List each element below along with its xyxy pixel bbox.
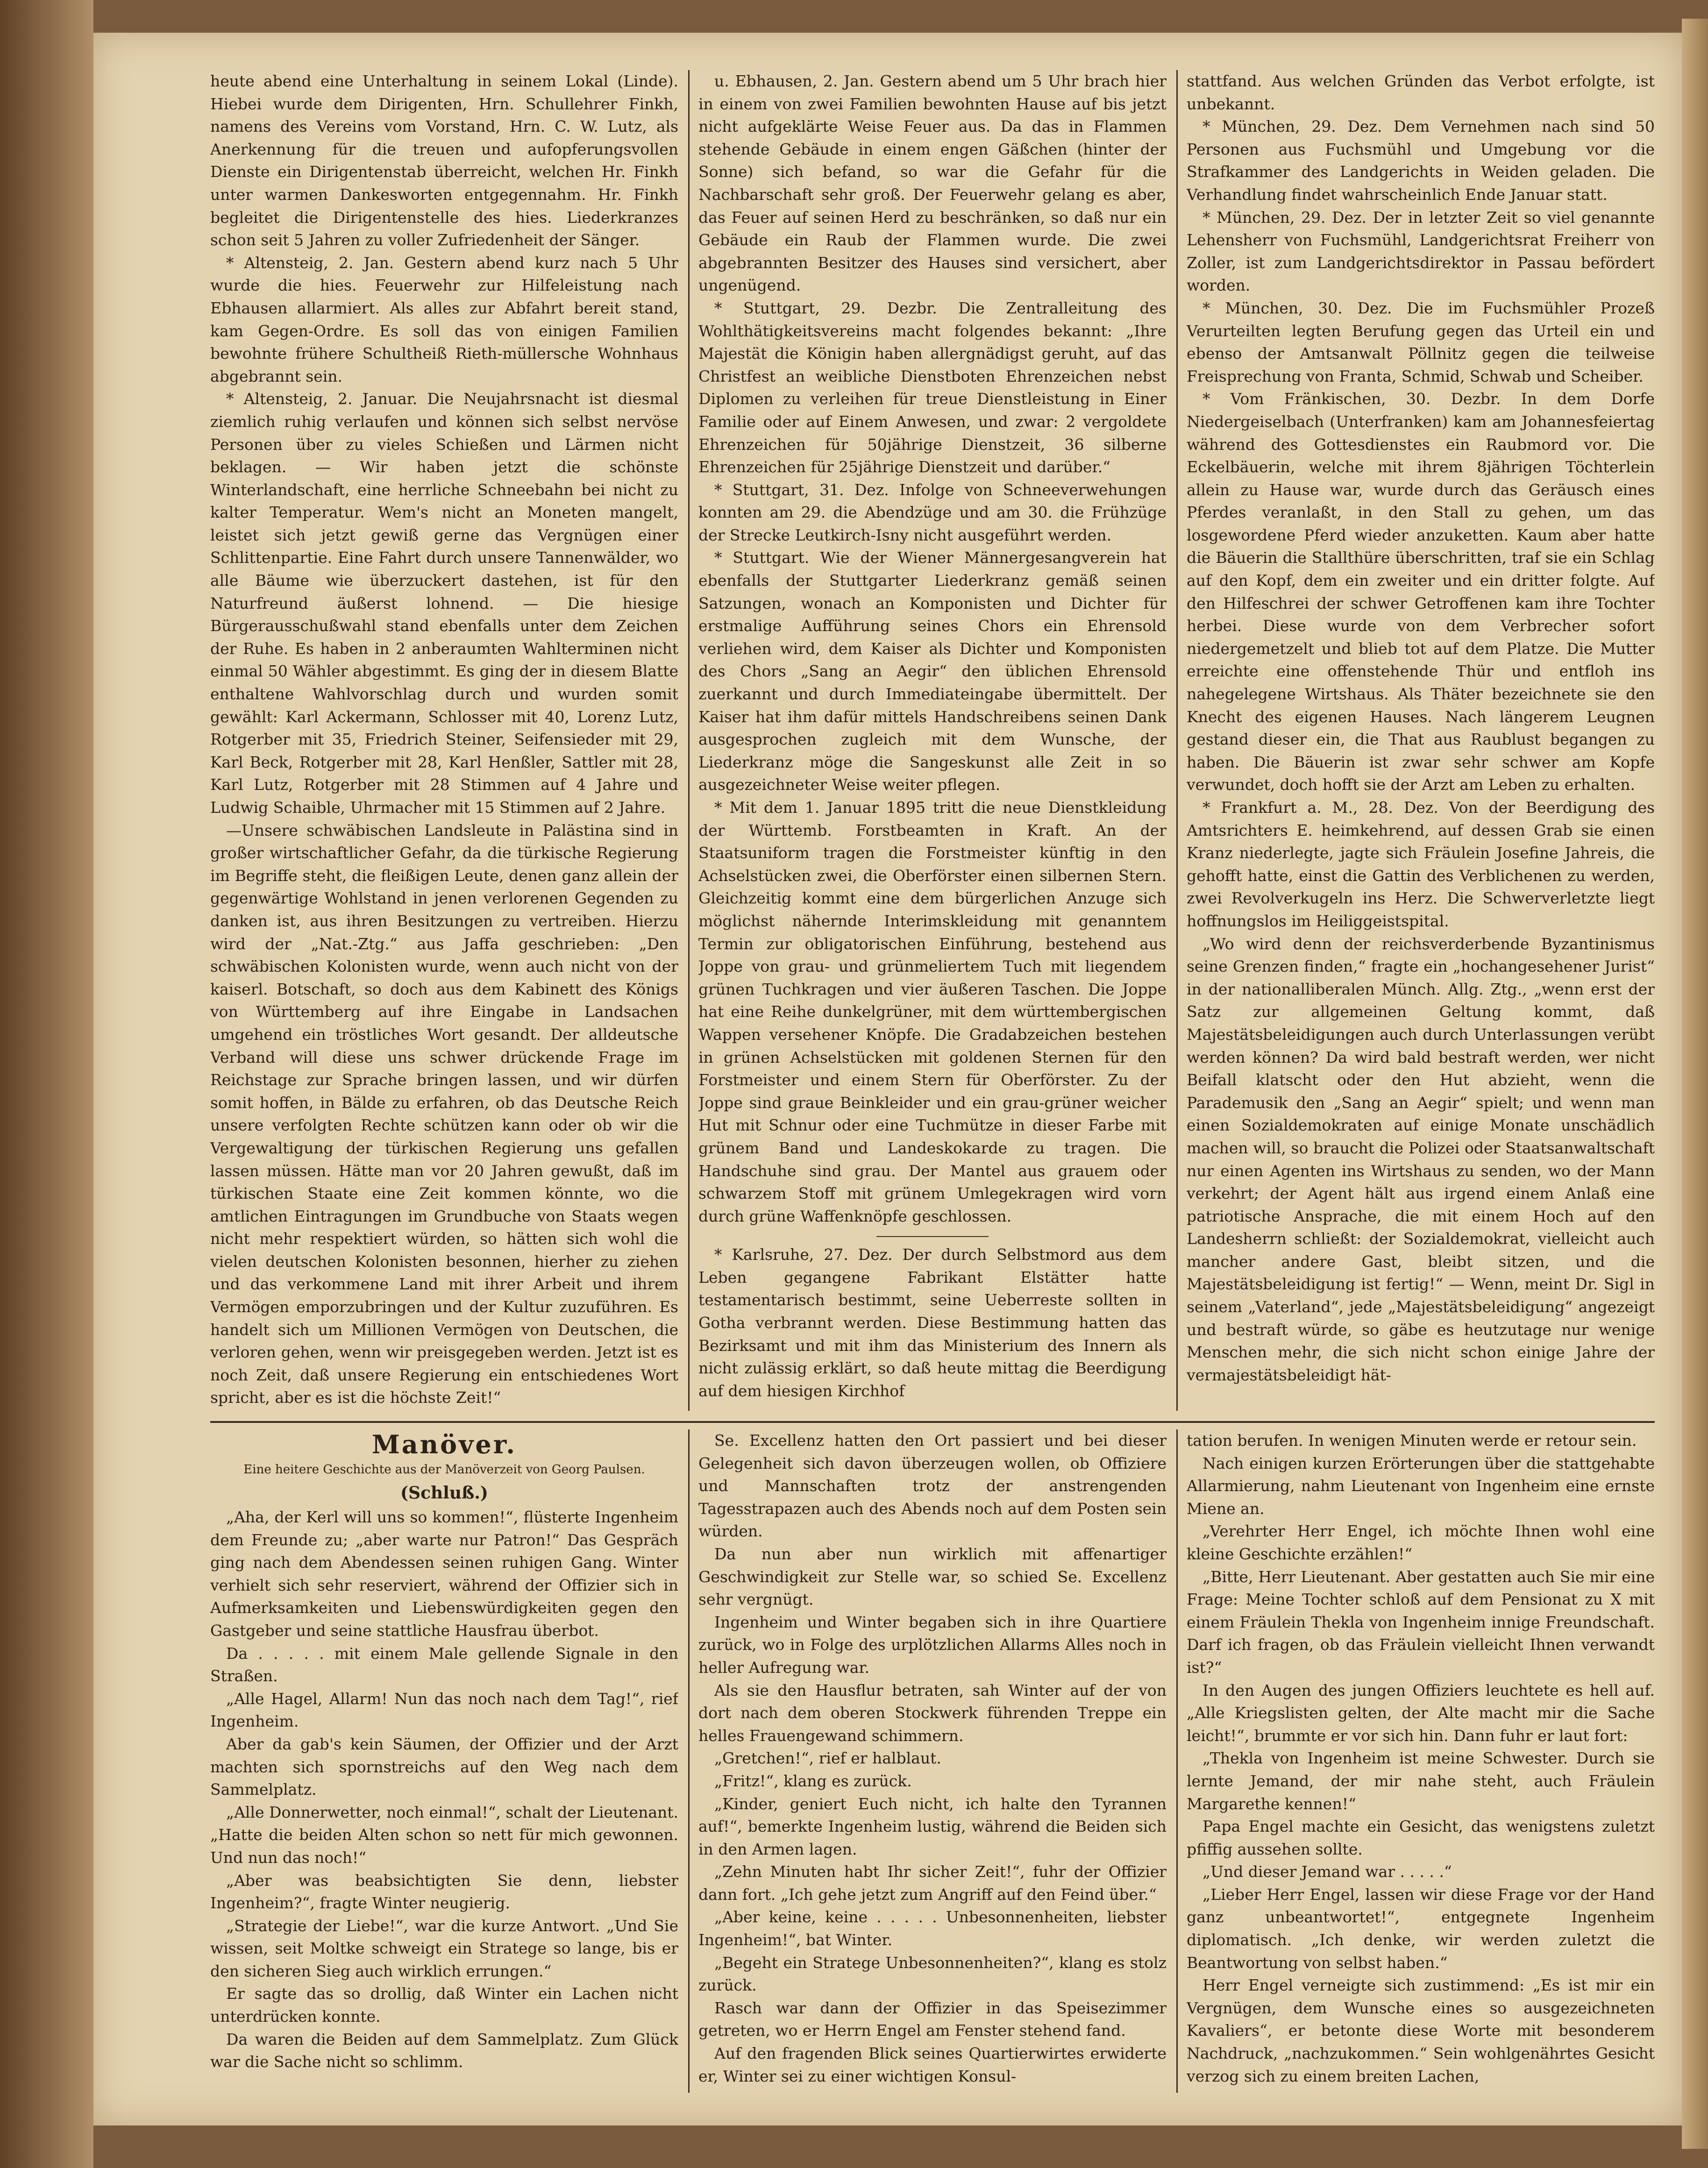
story-subtitle: Eine heitere Geschichte aus der Manöverzeit von Georg Paulsen. xyxy=(243,1463,645,1477)
story-column-1 xyxy=(210,1429,678,2093)
article-stuttgart-schnee: * Stuttgart, 31. Dez. Infolge von Schneeverwehungen konnten am 29. die Abendzüge und am 30. die Frühzüge der Strecke Leutkirch-Isny nicht ausgeführt werden. xyxy=(698,480,1167,544)
story-paragraph: Rasch war dann der Offizier in das Speisezimmer getreten, wo er Herrn Engel am Fenster stehend fand. xyxy=(698,1998,1167,2040)
story-part: (Schluß.) xyxy=(400,1483,488,1503)
story-paragraph: „Zehn Minuten habt Ihr sicher Zeit!“, fuhr der Offizier dann fort. „Ich gehe jetzt zum Angriff auf den Feind über.“ xyxy=(698,1862,1167,1904)
article-fraenkisches-raubmord: * Vom Fränkischen, 30. Dezbr. In dem Dorfe Niedergeiselbach (Unterfranken) kam am Johannesfeiertag während des Gottesdienstes ein Raubmord vor. Die Eckelbäuerin, welche mit ihrem 8jährigen Töchterlein allein zu Hause war, wurde durch das Geräusch eines Pferdes veranlaßt, in den Stall zu gehen, um das losgewordene Pferd wieder anzuketten. Kaum aber hatte die Bäuerin die Stallthüre überschritten, traf sie ein Schlag auf den Kopf, dem ein zweiter und ein dritter folgte. Auf den Hilfeschrei der schwer Getroffenen kam ihre Tochter herbei. Diese wurde von dem Verbrecher sofort niedergemetzelt und blieb tot auf dem Platze. Die Mutter erreichte eine offenstehende Thür und entfloh ins nahegelegene Wirtshaus. Als Thäter bezeichnete sie den Knecht des eigenen Hauses. Nach längerem Leugnen gestand dieser ein, die That aus Raublust begangen zu haben. Die Bäuerin ist zwar sehr schwer am Kopfe verwundet, doch hofft sie der Arzt am Leben zu erhalten. xyxy=(1187,390,1655,794)
story-paragraph: Er sagte das so drollig, daß Winter ein Lachen nicht unterdrücken konnte. xyxy=(210,1984,678,2026)
article-karlsruhe: * Karlsruhe, 27. Dez. Der durch Selbstmord aus dem Leben gegangene Fabrikant Elstätter hatte testamentarisch bestimmt, seine Ueberreste sollten in Gotha verbrannt werden. Diese Bestimmung hatten das Bezirksamt und mit ihm das Ministerium des Innern als nicht zulässig erklärt, so daß heute mittag die Beerdigung auf dem hiesigen Kirchhof xyxy=(698,1245,1167,1400)
section-divider xyxy=(210,1421,1655,1423)
story-column-3 xyxy=(1187,1429,1655,2093)
story-paragraph: „Verehrter Herr Engel, ich möchte Ihnen wohl eine kleine Geschichte erzählen!“ xyxy=(1187,1522,1655,1563)
article-frankfurt: * Frankfurt a. M., 28. Dez. Von der Beerdigung des Amtsrichters E. heimkehrend, auf dessen Grab sie einen Kranz niederlegte, jagte sich Fräulein Josefine Jahreis, die gehofft hatte, einst die Gattin des Verblichenen zu werden, zwei Revolverkugeln ins Herz. Die Schwerverletzte liegt hoffnungslos im Heiliggeistspital. xyxy=(1187,798,1655,930)
story-paragraph: „Alle Donnerwetter, noch einmal!“, schalt der Lieutenant. „Hatte die beiden Alten schon so nett für mich gewonnen. Und nun das noch!“ xyxy=(210,1803,678,1867)
story-paragraph: tation berufen. In wenigen Minuten werde er retour sein. xyxy=(1187,1431,1637,1450)
top-column-3 xyxy=(1187,70,1655,1411)
article-byzantinismus: „Wo wird denn der reichsverderbende Byzantinismus seine Grenzen finden,“ fragte ein „hochangesehener Jurist“ in der nationalliberalen Münch. Allg. Ztg., „wenn erst der Satz zur allgemeinen Geltung kommt, daß Majestätsbeleidigungen auch durch Unterlassungen verübt werden können? Da wird bald bestraft werden, wer nicht Beifall klatscht oder den Hut abzieht, wenn die Parademusik den „Sang an Aegir“ spielt; und wenn man einen Sozialdemokraten auf einige Monate unschädlich machen will, so braucht die Polizei oder Staatsanwaltschaft nur einen Agenten ins Wirtshaus zu senden, wo der Mann verkehrt; der Agent hält aus irgend einem Anlaß eine patriotische Ansprache, die mit einem Hoch auf den Landesherrn schließt: der Sozialdemokrat, vielleicht auch mancher andere Gast, bleibt sitzen, und die Majestätsbeleidigung ist fertig!“ — Wenn, meint Dr. Sigl in seinem „Vaterland“, jede „Majestätsbeleidigung“ angezeigt und bestraft würde, so gäbe es heutzutage nur wenige Menschen mehr, die sich nicht schon einige Jahre der vermajestätsbeleidigt hät- xyxy=(1187,934,1655,1384)
article-palaestina: —Unsere schwäbischen Landsleute in Palästina sind in großer wirtschaftlicher Gefahr, da die türkische Regierung im Begriffe steht, die fleißigen Leute, denen ganz allein der gegenwärtige Wohlstand in jenen verlorenen Gegenden zu danken ist, aus ihren Besitzungen zu vertreiben. Hierzu wird der „Nat.-Ztg.“ aus Jaffa geschrieben: „Den schwäbischen Kolonisten wurde, wenn auch nicht von der kaiserl. Botschaft, so doch aus dem Kabinett des Königs von Württemberg auf ihre Eingabe in Landsachen umgehend ein tröstliches Wort gesandt. Der alldeutsche Verband will diese uns schwer drückende Frage im Reichstage zur Sprache bringen lassen, und wir dürfen somit hoffen, in Bälde zu erfahren, ob das Deutsche Reich unsere verfolgten Rechte schützen kann oder ob wir die Vergewaltigung der türkischen Regierung uns gefallen lassen müssen. Hätte man vor 20 Jahren gewußt, daß im türkischen Staate eine Zeit kommen könnte, wo die amtlichen Eintragungen im Grundbuche von Staats wegen nicht mehr respektiert würden, so hätten sich wohl die vielen deutschen Kolonisten besonnen, hierher zu ziehen und das verkommene Land mit ihrer Arbeit und ihrem Vermögen emporzubringen und der Kultur zuzuführen. Es handelt sich um Millionen Vermögen von Deutschen, die verloren gehen, wenn wir preisgegeben werden. Jetzt ist es noch Zeit, daß unsere Regierung ein entschiedenes Wort spricht, aber es ist die höchste Zeit!“ xyxy=(210,821,678,1407)
column-rule xyxy=(1176,1429,1178,2093)
newspaper-page xyxy=(93,33,1682,2125)
story-paragraph: In den Augen des jungen Offiziers leuchtete es hell auf. „Alle Kriegslisten gelten, der Alte macht mir die Sache leicht!“, brummte er vor sich hin. Dann fuhr er laut fort: xyxy=(1187,1681,1655,1745)
story-column-2 xyxy=(698,1429,1167,2093)
article-muenchen-berufung: * München, 30. Dez. Die im Fuchsmühler Prozeß Verurteilten legten Berufung gegen das Urteil ein und ebenso der Amtsanwalt Pöllnitz gegen die teilweise Freisprechung von Franta, Schmid, Schwab und Scheiber. xyxy=(1187,299,1655,385)
story-paragraph: „Aber keine, keine . . . . . Unbesonnenheiten, liebster Ingenheim!“, bat Winter. xyxy=(698,1908,1167,1949)
article-separator xyxy=(876,1236,989,1237)
story-paragraph: Nach einigen kurzen Erörterungen über die stattgehabte Allarmierung, nahm Lieutenant von Ingenheim eine ernste Miene an. xyxy=(1187,1454,1655,1518)
column-rule xyxy=(688,1429,690,2093)
story-paragraph: Aber da gab's kein Säumen, der Offizier und der Arzt machten sich spornstreichs auf den Weg nach dem Sammelplatz. xyxy=(210,1734,678,1799)
article-altensteig-feuerwehr: * Altensteig, 2. Jan. Gestern abend kurz nach 5 Uhr wurde die hies. Feuerwehr zur Hilfeleistung nach Ebhausen allarmiert. Als alles zur Abfahrt bereit stand, kam Gegen-Ordre. Es soll das von einigen Familien bewohnte frühere Schultheiß Rieth-müllersche Wohnhaus abgebrannt sein. xyxy=(210,253,678,385)
article-lokal-liederkranz: heute abend eine Unterhaltung in seinem Lokal (Linde). Hiebei wurde dem Dirigenten, Hrn. Schullehrer Finkh, namens des Vereins vom Vorstand, Hrn. C. W. Lutz, als Anerkennung für die treuen und aufopferungsvollen Dienste ein Dirigentenstab überreicht, welchen Hr. Finkh unter warmen Dankesworten entgegennahm. Hr. Finkh begleitet die Dirigentenstelle des hies. Liederkranzes schon seit 5 Jahren zu voller Zufriedenheit der Sänger. xyxy=(210,72,678,249)
story-paragraph: Auf den fragenden Blick seines Quartierwirtes erwiderte er, Winter sei zu einer wichtigen Konsul- xyxy=(698,2044,1167,2085)
story-paragraph: „Aber was beabsichtigten Sie denn, liebster Ingenheim?“, fragte Winter neugierig. xyxy=(210,1871,678,1912)
book-binding xyxy=(0,0,93,2168)
story-paragraph: „Gretchen!“, rief er halblaut. xyxy=(714,1749,941,1768)
story-paragraph: Herr Engel verneigte sich zustimmend: „Es ist mir ein Vergnügen, dem Wunsche eines so ausgezeichneten Kavaliers“, er betonte diese Worte mit besonderem Nachdruck, „nachzukommen.“ Sein wohlgenährtes Gesicht verzog sich zu einem breiten Lachen, xyxy=(1187,1976,1655,2085)
story-paragraph: Da waren die Beiden auf dem Sammelplatz. Zum Glück war die Sache nicht so schlimm. xyxy=(210,2030,678,2071)
story-paragraph: „Alle Hagel, Allarm! Nun das noch nach dem Tag!“, rief Ingenheim. xyxy=(210,1689,678,1731)
article-ebhausen: u. Ebhausen, 2. Jan. Gestern abend um 5 Uhr brach hier in einem von zwei Familien bewohnten Hause auf bis jetzt nicht aufgeklärte Weise Feuer aus. Da das in Flammen stehende Gebäude in einem engen Gäßchen (hinter der Sonne) sich befand, so war die Gefahr für die Nachbarschaft sehr groß. Der Feuerwehr gelang es aber, das Feuer auf seinen Herd zu beschränken, so daß nur ein Gebäude ein Raub der Flammen wurde. Die zwei abgebrannten Besitzer des Hauses sind versichert, aber ungenügend. xyxy=(698,72,1167,295)
page-edge xyxy=(1682,19,1708,2149)
article-muenchen-fuchsmuehl: * München, 29. Dez. Dem Vernehmen nach sind 50 Personen aus Fuchsmühl und Umgebung vor die Strafkammer des Landgerichts in Weiden geladen. Die Verhandlung findet wahrscheinlich Ende Januar statt. xyxy=(1187,117,1655,204)
article-altensteig-neujahr: * Altensteig, 2. Januar. Die Neujahrsnacht ist diesmal ziemlich ruhig verlaufen und können sich selbst nervöse Personen über zu vieles Schießen und Lärmen nicht beklagen. — Wir haben jetzt die schönste Winterlandschaft, eine herrliche Schneebahn bei nicht zu kalter Temperatur. Wem's nicht an Moneten mangelt, leistet sich jetzt gewiß gerne das Vergnügen einer Schlittenpartie. Eine Fahrt durch unsere Tannenwälder, wo alle Bäume wie überzuckert dastehen, ist für den Naturfreund äußerst lohnend. — Die hiesige Bürgerausschußwahl stand ebenfalls unter dem Zeichen der Ruhe. Es haben in 2 anberaumten Wahlterminen nicht einmal 50 Wähler abgestimmt. Es ging der in diesem Blatte enthaltene Wahlvorschlag durch und wurden somit gewählt: Karl Ackermann, Schlosser mit 40, Lorenz Lutz, Rotgerber mit 35, Friedrich Steiner, Seifensieder mit 29, Karl Beck, Rotgerber mit 28, Karl Henßler, Sattler mit 28, Karl Lutz, Rotgerber mit 28 Stimmen auf 4 Jahre und Ludwig Schaible, Uhrmacher mit 15 Stimmen auf 2 Jahre. xyxy=(210,390,678,817)
story-paragraph: „Begeht ein Stratege Unbesonnenheiten?“, klang es stolz zurück. xyxy=(698,1953,1167,1995)
column-rule xyxy=(688,70,690,1411)
story-paragraph: Da nun aber nun wirklich mit affenartiger Geschwindigkeit zur Stelle war, so schied Se. Excellenz sehr vergnügt. xyxy=(698,1544,1167,1609)
story-paragraph: Da . . . . . mit einem Male gellende Signale in den Straßen. xyxy=(210,1644,678,1685)
story-paragraph: „Strategie der Liebe!“, war die kurze Antwort. „Und Sie wissen, seit Moltke schweigt ein Stratege so lange, bis er den sicheren Sieg auch wirklich errungen.“ xyxy=(210,1916,678,1980)
top-column-1 xyxy=(210,70,678,1411)
article-karlsruhe-cont: stattfand. Aus welchen Gründen das Verbot erfolgte, ist unbekannt. xyxy=(1187,72,1655,113)
story-paragraph: „Fritz!“, klang es zurück. xyxy=(714,1771,912,1790)
story-paragraph: „Thekla von Ingenheim ist meine Schwester. Durch sie lernte Jemand, der mir nahe steht, auch Fräulein Margarethe kennen!“ xyxy=(1187,1749,1655,1813)
column-rule xyxy=(1176,70,1178,1411)
top-column-2 xyxy=(698,70,1167,1411)
story-paragraph: Se. Excellenz hatten den Ort passiert und bei dieser Gelegenheit sich davon überzeugen wollen, ob Offiziere und Mannschaften trotz der anstrengenden Tagesstrapazen auch des Abends noch auf dem Posten sein würden. xyxy=(698,1431,1167,1541)
story-paragraph: „Lieber Herr Engel, lassen wir diese Frage vor der Hand ganz unbeantwortet!“, entgegnete Ingenheim diplomatisch. „Ich denke, wir werden zuletzt die Beantwortung von selbst haben.“ xyxy=(1187,1885,1655,1972)
article-forstbeamten: * Mit dem 1. Januar 1895 tritt die neue Dienstkleidung der Württemb. Forstbeamten in Kraft. An der Staatsuniform tragen die Forstmeister künftig in den Achselstücken zwei, die Oberförster einen silbernen Stern. Gleichzeitig kommt eine dem bürgerlichen Anzuge sich möglichst nähernde Interimskleidung mit genanntem Termin zur obligatorischen Einführung, bestehend aus Joppe von grau- und grünmeliertem Tuch mit liegendem grünen Tuchkragen und vier äußeren Taschen. Die Joppe hat eine Reihe dunkelgrüner, mit dem württembergischen Wappen versehener Knöpfe. Die Gradabzeichen bestehen in grünen Achselstücken mit goldenen Sternen für den Forstmeister und einem Stern für Oberförster. Zu der Joppe sind graue Beinkleider und ein grau-grüner weicher Hut mit Schnur oder eine Tuchmütze in dieser Farbe mit grünem Band und Landeskokarde zu tragen. Die Handschuhe sind grau. Der Mantel aus grauem oder schwarzem Stoff mit grünem Umlegekragen wird vorn durch grüne Waffenknöpfe geschlossen. xyxy=(698,798,1167,1225)
story-paragraph: „Bitte, Herr Lieutenant. Aber gestatten auch Sie mir eine Frage: Meine Tochter schloß auf dem Pensionat zu X mit einem Fräulein Thekla von Ingenheim innige Freundschaft. Darf ich fragen, ob das Fräulein vielleicht Ihnen verwandt ist?“ xyxy=(1187,1567,1655,1677)
article-stuttgart-liederkranz: * Stuttgart. Wie der Wiener Männergesangverein hat ebenfalls der Stuttgarter Liederkranz gemäß seinen Satzungen, wonach an Komponisten und Dichter für erstmalige Aufführung seines Chors ein Ehrensold verliehen wird, dem Kaiser als Dichter und Komponisten des Chors „Sang an Aegir“ den üblichen Ehrensold zuerkannt und durch Immediateingabe übermittelt. Der Kaiser hat ihm dafür mittels Handschreibens seinen Dank ausgesprochen zugleich mit dem Wunsche, der Liederkranz möge die Sangeskunst alle Zeit in so ausgezeichneter Weise weiter pflegen. xyxy=(698,548,1167,794)
story-title: Manöver. xyxy=(371,1429,517,1459)
story-paragraph: „Und dieser Jemand war . . . . .“ xyxy=(1203,1862,1452,1881)
article-stuttgart-ehrenzeichen: * Stuttgart, 29. Dezbr. Die Zentralleitung des Wohlthätigkeitsvereins macht folgendes bekannt: „Ihre Majestät die Königin haben allergnädigst geruht, auf das Christfest an weibliche Dienstboten Ehrenzeichen nebst Diplomen zu verleihen für treue Dienstleistung in Einer Familie oder auf Einem Anwesen, und zwar: 2 vergoldete Ehrenzeichen für 50jährige Dienstzeit, 36 silberne Ehrenzeichen für 25jährige Dienstzeit und darüber.“ xyxy=(698,299,1167,476)
story-paragraph: Papa Engel machte ein Gesicht, das wenigstens zuletzt pfiffig aussehen sollte. xyxy=(1187,1817,1655,1858)
story-paragraph: Als sie den Hausflur betraten, sah Winter auf der von dort nach dem oberen Stockwerk führenden Treppe ein helles Frauengewand schimmern. xyxy=(698,1681,1167,1745)
story-paragraph: Ingenheim und Winter begaben sich in ihre Quartiere zurück, wo in Folge des urplötzlichen Allarms Alles noch in heller Aufregung war. xyxy=(698,1613,1167,1677)
story-paragraph: „Aha, der Kerl will uns so kommen!“, flüsterte Ingenheim dem Freunde zu; „aber warte nur Patron!“ Das Gespräch ging nach dem Abendessen seinen ruhigen Gang. Winter verhielt sich sehr reserviert, während der Offizier sich in Aufmerksamkeiten und Liebenswürdigkeiten gegen den Gastgeber und seine stattliche Hausfrau überbot. xyxy=(210,1508,678,1640)
story-paragraph: „Kinder, geniert Euch nicht, ich halte den Tyrannen auf!“, bemerkte Ingenheim lustig, während die Beiden sich in den Armen lagen. xyxy=(698,1794,1167,1858)
article-muenchen-zoller: * München, 29. Dez. Der in letzter Zeit so viel genannte Lehensherr von Fuchsmühl, Landgerichtsrat Freiherr von Zoller, ist zum Landgerichtsdirektor in Passau befördert worden. xyxy=(1187,208,1655,295)
